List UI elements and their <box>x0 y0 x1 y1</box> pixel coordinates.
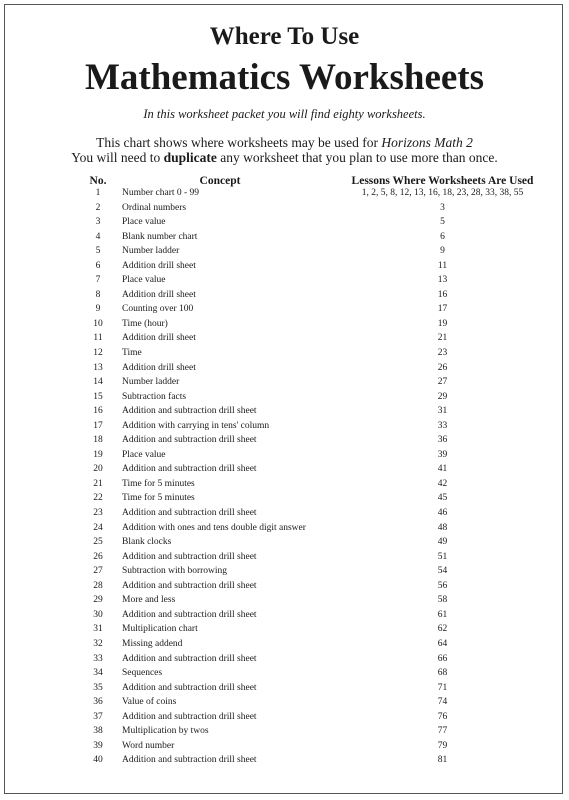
row-concept: Place value <box>122 275 166 286</box>
row-lessons: 9 <box>440 246 445 257</box>
row-concept: Addition drill sheet <box>122 362 196 373</box>
row-number: 30 <box>93 609 103 620</box>
row-lessons: 3 <box>440 202 445 213</box>
row-concept: Word number <box>122 740 175 751</box>
row-number: 3 <box>95 217 101 228</box>
row-concept: Number chart 0 - 99 <box>122 188 200 198</box>
row-number: 1 <box>95 188 101 198</box>
row-number: 18 <box>93 435 103 446</box>
description-line-2-post: any worksheet that you plan to use more than once. <box>216 150 498 165</box>
book-title: Horizons Math 2 <box>381 135 473 150</box>
table-row <box>0 215 569 230</box>
table-row <box>0 622 569 637</box>
row-concept: Number ladder <box>122 246 180 257</box>
row-lessons: 76 <box>437 711 448 722</box>
row-concept: Addition and subtraction drill sheet <box>122 755 257 766</box>
row-number: 6 <box>95 260 101 271</box>
table-row <box>0 390 569 405</box>
row-number: 29 <box>93 595 103 606</box>
row-number: 38 <box>93 726 103 737</box>
table-row <box>0 419 569 434</box>
row-concept: Place value <box>122 217 166 228</box>
row-concept: Place value <box>122 449 166 460</box>
row-concept: Addition drill sheet <box>122 289 196 300</box>
row-concept: Addition drill sheet <box>122 333 196 344</box>
row-concept: Subtraction facts <box>122 391 187 402</box>
row-concept: Addition and subtraction drill sheet <box>122 609 257 620</box>
row-lessons: 71 <box>437 682 448 693</box>
row-lessons: 33 <box>437 420 448 431</box>
row-concept: Sequences <box>122 668 163 679</box>
title-line-1: Where To Use <box>209 23 360 50</box>
column-header-no: No. <box>89 175 107 187</box>
row-concept: Number ladder <box>122 377 180 388</box>
column-header-concept: Concept <box>199 175 241 187</box>
table-row <box>0 433 569 448</box>
row-concept: Addition drill sheet <box>122 260 196 271</box>
row-number: 39 <box>93 740 103 751</box>
row-number: 10 <box>93 318 103 329</box>
row-number: 25 <box>93 537 103 548</box>
row-number: 40 <box>93 755 103 766</box>
row-lessons: 11 <box>437 260 448 271</box>
row-lessons: 79 <box>437 740 448 751</box>
table-row <box>0 317 569 332</box>
table-row <box>0 462 569 477</box>
row-concept: Missing addend <box>122 638 183 649</box>
row-lessons: 45 <box>437 493 448 504</box>
table-row <box>0 681 569 696</box>
table-row <box>0 652 569 667</box>
description-line-2-pre: You will need to <box>71 150 164 165</box>
row-lessons: 62 <box>437 624 448 635</box>
row-number: 2 <box>95 202 101 213</box>
table-row <box>0 753 569 768</box>
row-concept: Time for 5 minutes <box>122 493 195 504</box>
row-concept: More and less <box>122 595 176 606</box>
row-lessons: 81 <box>437 755 448 766</box>
table-row <box>0 579 569 594</box>
table-row <box>0 550 569 565</box>
table-row <box>0 564 569 579</box>
row-number: 28 <box>93 580 103 591</box>
row-concept: Multiplication by twos <box>122 726 209 737</box>
row-lessons: 48 <box>437 522 448 533</box>
row-concept: Blank clocks <box>122 537 172 548</box>
table-row <box>0 273 569 288</box>
table-row <box>0 739 569 754</box>
row-lessons: 36 <box>437 435 448 446</box>
row-concept: Value of coins <box>122 697 177 708</box>
row-number: 15 <box>93 391 103 402</box>
row-number: 14 <box>93 377 103 388</box>
row-number: 35 <box>93 682 103 693</box>
row-number: 27 <box>93 566 103 577</box>
row-number: 37 <box>93 711 103 722</box>
row-number: 22 <box>93 493 103 504</box>
table-row <box>0 244 569 259</box>
row-lessons: 29 <box>437 391 448 402</box>
row-lessons: 61 <box>437 609 448 620</box>
duplicate-emphasis: duplicate <box>163 150 217 165</box>
row-number: 13 <box>93 362 103 373</box>
row-number: 4 <box>95 231 101 242</box>
table-row <box>0 186 569 201</box>
row-concept: Addition with carrying in tens' column <box>122 420 270 431</box>
intro-text: In this worksheet packet you will find eighty worksheets. <box>143 107 426 121</box>
table-row <box>0 593 569 608</box>
worksheet-table <box>0 186 569 768</box>
row-number: 12 <box>93 348 103 359</box>
row-lessons: 1, 2, 5, 8, 12, 13, 16, 18, 23, 28, 33, 38, 55 <box>361 188 524 198</box>
table-row <box>0 666 569 681</box>
row-concept: Addition and subtraction drill sheet <box>122 580 257 591</box>
row-number: 5 <box>95 246 101 257</box>
row-lessons: 5 <box>440 217 445 228</box>
table-row <box>0 448 569 463</box>
row-lessons: 74 <box>437 697 448 708</box>
row-number: 26 <box>93 551 103 562</box>
row-lessons: 46 <box>437 508 448 519</box>
row-lessons: 27 <box>437 377 448 388</box>
row-lessons: 39 <box>437 449 448 460</box>
row-concept: Ordinal numbers <box>122 202 187 213</box>
row-number: 17 <box>93 420 103 431</box>
table-row <box>0 361 569 376</box>
row-lessons: 13 <box>437 275 448 286</box>
row-number: 9 <box>95 304 101 315</box>
row-concept: Addition with ones and tens double digit answer <box>122 522 306 533</box>
row-number: 31 <box>93 624 103 635</box>
row-lessons: 54 <box>437 566 448 577</box>
row-concept: Multiplication chart <box>122 624 198 635</box>
row-concept: Blank number chart <box>122 231 198 242</box>
table-row <box>0 331 569 346</box>
table-row <box>0 695 569 710</box>
row-number: 16 <box>93 406 103 417</box>
row-number: 36 <box>93 697 103 708</box>
row-number: 19 <box>93 449 103 460</box>
column-header-lessons: Lessons Where Worksheets Are Used <box>351 175 534 187</box>
row-lessons: 68 <box>437 668 448 679</box>
row-concept: Time (hour) <box>122 318 168 329</box>
table-row <box>0 288 569 303</box>
row-lessons: 64 <box>437 638 448 649</box>
table-row <box>0 637 569 652</box>
row-concept: Time <box>122 348 142 359</box>
page-title: Mathematics Worksheets <box>84 57 485 98</box>
table-row <box>0 724 569 739</box>
table-row <box>0 521 569 536</box>
row-number: 33 <box>93 653 103 664</box>
row-number: 24 <box>93 522 103 533</box>
row-lessons: 16 <box>437 289 448 300</box>
row-lessons: 6 <box>440 231 445 242</box>
table-row <box>0 535 569 550</box>
row-concept: Addition and subtraction drill sheet <box>122 653 257 664</box>
row-lessons: 23 <box>437 348 448 359</box>
row-concept: Addition and subtraction drill sheet <box>122 711 257 722</box>
row-number: 11 <box>93 333 103 344</box>
row-lessons: 42 <box>437 478 448 489</box>
row-concept: Addition and subtraction drill sheet <box>122 682 257 693</box>
row-concept: Addition and subtraction drill sheet <box>122 435 257 446</box>
table-row <box>0 346 569 361</box>
row-lessons: 66 <box>437 653 448 664</box>
row-concept: Addition and subtraction drill sheet <box>122 406 257 417</box>
row-lessons: 41 <box>437 464 448 475</box>
row-concept: Addition and subtraction drill sheet <box>122 464 257 475</box>
table-row <box>0 302 569 317</box>
table-row <box>0 506 569 521</box>
row-lessons: 77 <box>437 726 448 737</box>
row-lessons: 26 <box>437 362 448 373</box>
table-row <box>0 404 569 419</box>
row-number: 7 <box>95 275 101 286</box>
row-number: 32 <box>93 638 103 649</box>
row-concept: Counting over 100 <box>122 304 194 315</box>
table-row <box>0 259 569 274</box>
row-concept: Addition and subtraction drill sheet <box>122 508 257 519</box>
table-row <box>0 201 569 216</box>
row-number: 34 <box>93 668 103 679</box>
row-number: 20 <box>93 464 103 475</box>
row-concept: Time for 5 minutes <box>122 478 195 489</box>
description-line-1 <box>0 135 569 151</box>
table-row <box>0 491 569 506</box>
table-row <box>0 375 569 390</box>
table-row <box>0 230 569 245</box>
row-lessons: 17 <box>437 304 448 315</box>
description-line-2 <box>0 150 569 166</box>
table-row <box>0 477 569 492</box>
row-lessons: 56 <box>437 580 448 591</box>
row-lessons: 51 <box>437 551 448 562</box>
row-number: 8 <box>95 289 101 300</box>
table-row <box>0 608 569 623</box>
table-row <box>0 710 569 725</box>
row-lessons: 49 <box>437 537 448 548</box>
row-lessons: 19 <box>437 318 448 329</box>
row-lessons: 31 <box>437 406 448 417</box>
row-number: 23 <box>93 508 103 519</box>
row-lessons: 58 <box>437 595 448 606</box>
row-number: 21 <box>93 478 103 489</box>
description-line-1-text: This chart shows where worksheets may be used for <box>96 135 382 150</box>
row-concept: Subtraction with borrowing <box>122 566 228 577</box>
row-lessons: 21 <box>437 333 448 344</box>
row-concept: Addition and subtraction drill sheet <box>122 551 257 562</box>
